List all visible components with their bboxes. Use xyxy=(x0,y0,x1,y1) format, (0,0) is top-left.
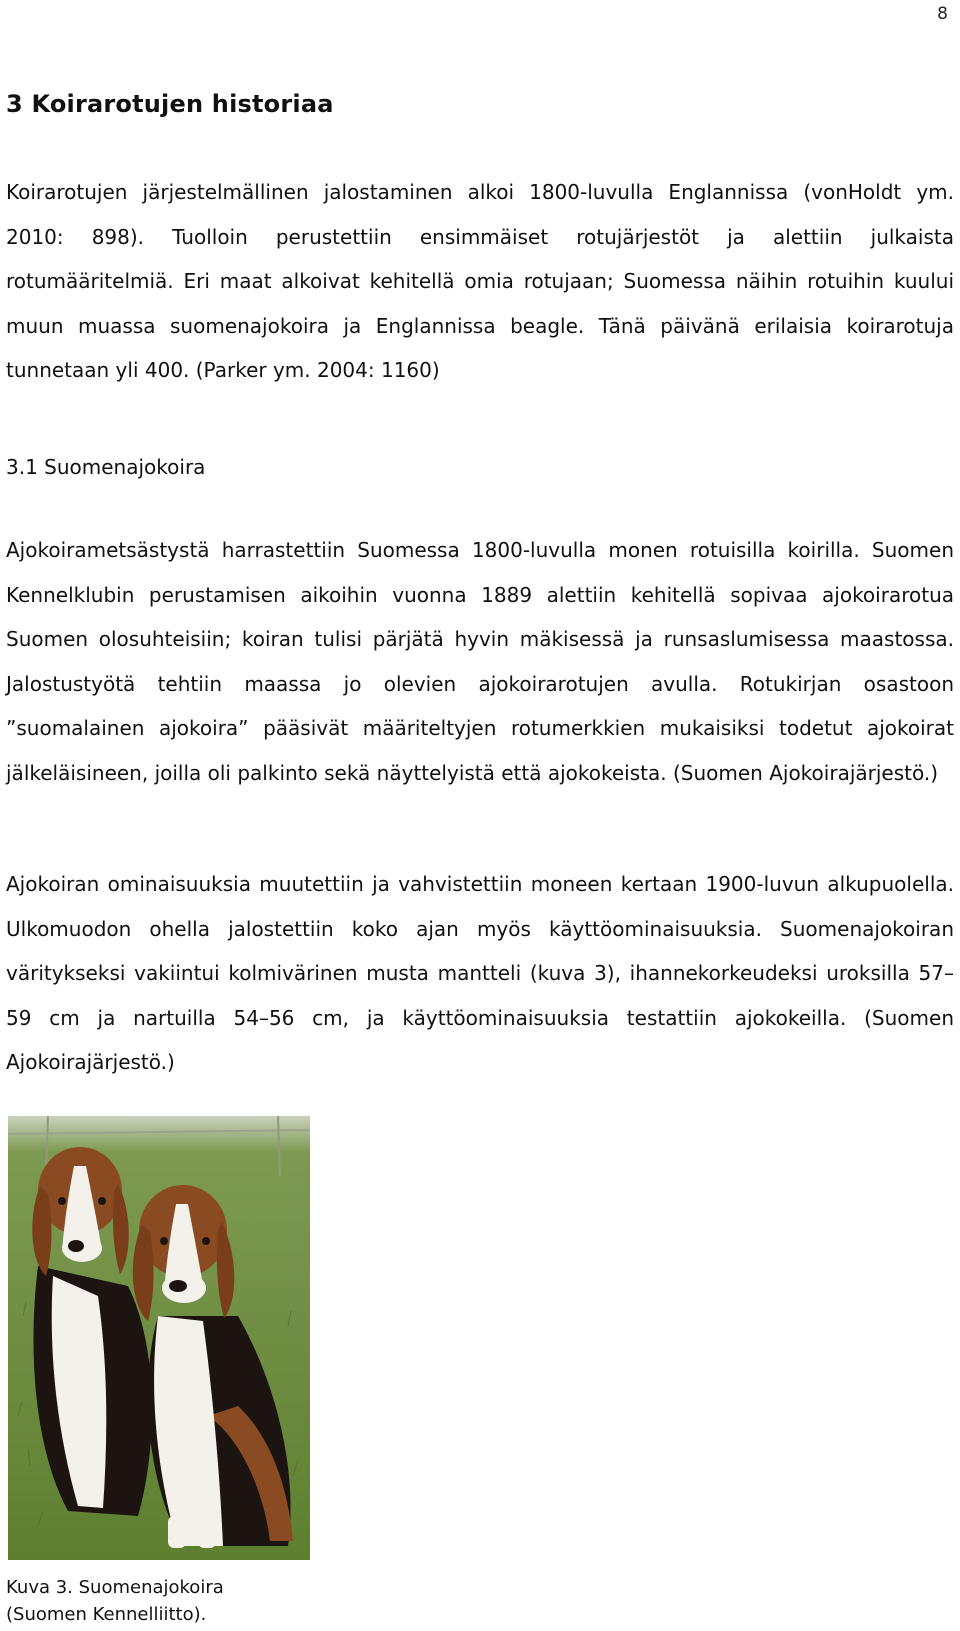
page-number: 8 xyxy=(937,4,948,24)
paragraph-history: Ajokoirametsästystä harrastettiin Suomessa 1800-luvulla monen rotuisilla koirilla. Suomen Kennelklubin perustamisen aikoihin vuonna 1889 alettiin kehitellä sopivaa ajokoirarotua Suomen olosuhteisiin; koiran tulisi pärjätä hyvin mäkisessä ja runsaslumisessa maastossa. Jalostustyötä tehtiin maassa jo olevien ajokoirarotujen avulla. Rotukirjan osastoon ”suomalainen ajokoira” pääsivät määriteltyjen rotumerkkien mukaisiksi todetut ajokoirat jälkeläisineen, joilla oli palkinto sekä näyttelyistä että ajokokeista. (Suomen Ajokoirajärjestö.) xyxy=(6,538,954,785)
paragraph-breed-standard: Ajokoiran ominaisuuksia muutettiin ja vahvistettiin moneen kertaan 1900-luvun alkupuolella. Ulkomuodon ohella jalostettiin koko ajan myös käyttöominaisuuksia. Suomenajokoiran väritykseksi vakiintui kolmivärinen musta mantteli (kuva 3), ihannekorkeudeksi uroksilla 57–59 cm ja nartuilla 54–56 cm, ja käyttöominaisuuksia testattiin ajokokeilla. (Suomen Ajokoirajärjestö.) xyxy=(6,872,954,1075)
paragraph-intro: Koirarotujen järjestelmällinen jalostaminen alkoi 1800-luvulla Englannissa (vonHoldt ym. 2010: 898). Tuolloin perustettiin ensimmäiset rotujärjestöt ja alettiin julkaista rotumääritelmiä. Eri maat alkoivat kehitellä omia rotujaan; Suomessa näihin rotuihin kuului muun muassa suomenajokoira ja Englannissa beagle. Tänä päivänä erilaisia koirarotuja tunnetaan yli 400. (Parker ym. 2004: 1160) xyxy=(6,180,954,383)
figure-caption: Kuva 3. Suomenajokoira (Suomen Kennelliitto). xyxy=(6,1577,224,1625)
section-heading: 3 Koirarotujen historiaa xyxy=(6,90,334,118)
dog-photo xyxy=(8,1116,310,1560)
dog-illustration xyxy=(8,1116,310,1560)
subsection-heading: 3.1 Suomenajokoira xyxy=(6,455,206,479)
